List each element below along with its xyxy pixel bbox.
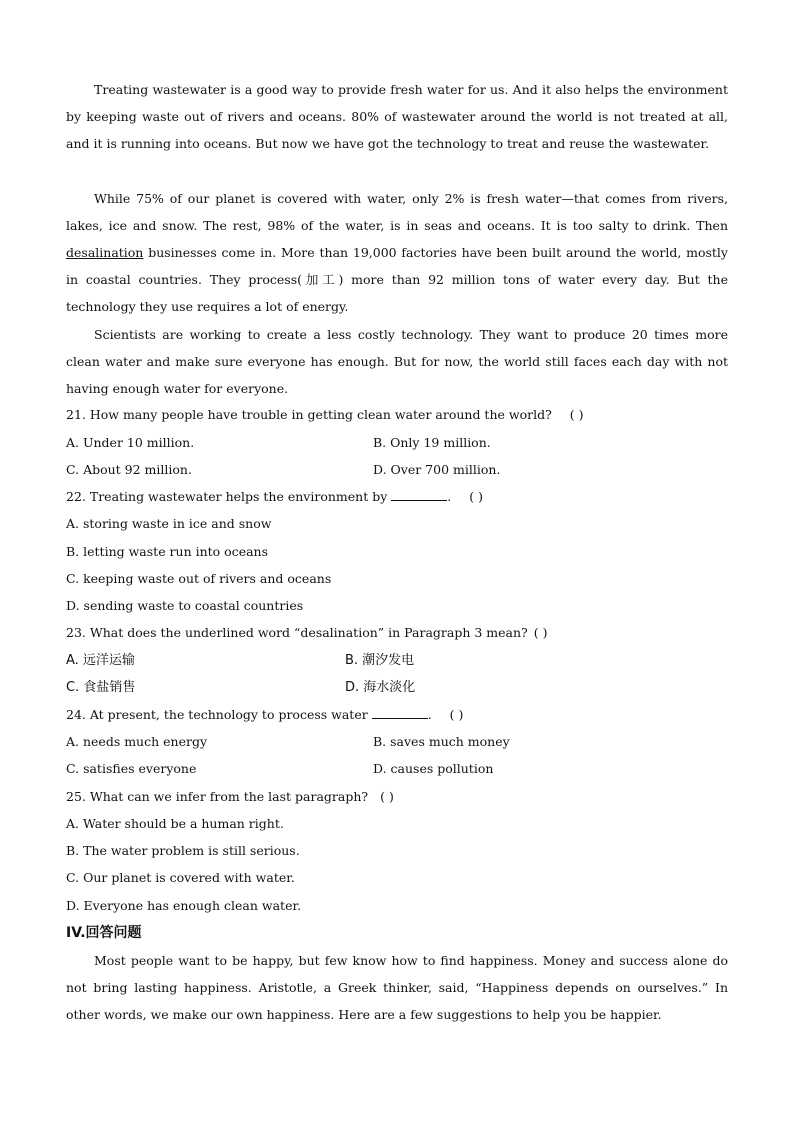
question-24-option-d: D. causes pollution [373, 761, 494, 776]
question-24-option-c: C. satisfies everyone [66, 761, 197, 776]
question-25-text: 25. What can we infer from the last paragraph? [66, 789, 369, 804]
section-4-paragraph-1-text: Most people want to be happy, but few know how to find happiness. Money and success alone do not bring lasting happiness. Aristotle, a Greek thinker, said, “Happiness depends on ourselves.” In other words, we make our own happiness. Here are a few suggestions to help you be happier. [66, 953, 728, 1023]
answer-paren: ( ) [380, 789, 394, 804]
answer-paren: ( ) [569, 407, 584, 422]
passage-paragraph-3-text: Scientists are working to create a less costly technology. They want to produce 20 times more clean water and make sure everyone has enough. But for now, the world still faces each day with not having enough water for everyone. [66, 327, 728, 397]
question-24-option-b: B. saves much money [373, 734, 510, 749]
question-24-stem [66, 706, 463, 724]
question-21-text: 21. How many people have trouble in getting clean water around the world? [66, 407, 552, 422]
question-22-option-b: B. letting waste run into oceans [66, 544, 269, 559]
question-23-option-d: D. 海水淡化 [345, 680, 416, 695]
passage-paragraph-3 [66, 321, 728, 402]
question-23-option-a: A. 远洋运输 [66, 653, 135, 668]
question-21-option-b: B. Only 19 million. [373, 435, 491, 450]
section-4-paragraph-1 [66, 947, 728, 1028]
question-21-option-d: D. Over 700 million. [373, 462, 501, 477]
answer-blank [372, 706, 428, 719]
passage-paragraph-2-text-start: While 75% of our planet is covered with water, only 2% is fresh water—that comes from rivers, lakes, ice and snow. The rest, 98% of the water, is in seas and oceans. It is too salty to drink. Then [66, 191, 728, 234]
passage-paragraph-1 [66, 76, 728, 157]
question-23-option-c: C. 食盐销售 [66, 680, 136, 695]
section-heading: IV.回答问题 [66, 925, 142, 941]
question-25-option-d: D. Everyone has enough clean water. [66, 898, 302, 913]
passage-paragraph-2-text-end: businesses come in. More than 19,000 factories have been built around the world, mostly in coastal countries. They process(加工) more than 92 million tons of water every day. But the technology they use requires a lot of energy. [66, 245, 728, 315]
question-21-option-a: A. Under 10 million. [66, 435, 195, 450]
question-24-text: 24. At present, the technology to process water [66, 707, 368, 722]
question-23-text: 23. What does the underlined word “desalination” in Paragraph 3 mean? [66, 625, 528, 640]
question-22-option-d: D. sending waste to coastal countries [66, 598, 304, 613]
question-22-stem [66, 488, 483, 506]
answer-blank [391, 488, 447, 501]
question-23-option-b: B. 潮汐发电 [345, 653, 415, 668]
question-24-option-a: A. needs much energy [66, 734, 208, 749]
question-25-option-a: A. Water should be a human right. [66, 816, 284, 831]
question-22-period: . [447, 489, 452, 504]
passage-paragraph-2 [66, 185, 728, 320]
answer-paren: ( ) [449, 707, 464, 722]
answer-paren: ( ) [469, 489, 483, 504]
answer-paren: ( ) [533, 625, 548, 640]
underlined-word-desalination: desalination [66, 245, 144, 261]
question-22-text: 22. Treating wastewater helps the environment by [66, 489, 388, 504]
question-21-option-c: C. About 92 million. [66, 462, 192, 477]
question-21-stem [66, 406, 584, 424]
question-25-stem [66, 788, 394, 806]
passage-paragraph-1-text: Treating wastewater is a good way to provide fresh water for us. And it also helps the environment by keeping waste out of rivers and oceans. 80% of wastewater around the world is not treated at all, and it is running into oceans. But now we have got the technology to treat and reuse the wastewater. [66, 82, 728, 152]
question-25-option-b: B. The water problem is still serious. [66, 843, 300, 858]
question-22-option-a: A. storing waste in ice and snow [66, 516, 272, 531]
question-25-option-c: C. Our planet is covered with water. [66, 870, 295, 885]
question-22-option-c: C. keeping waste out of rivers and oceans [66, 571, 332, 586]
question-23-stem [66, 624, 547, 642]
question-24-period: . [427, 707, 432, 722]
